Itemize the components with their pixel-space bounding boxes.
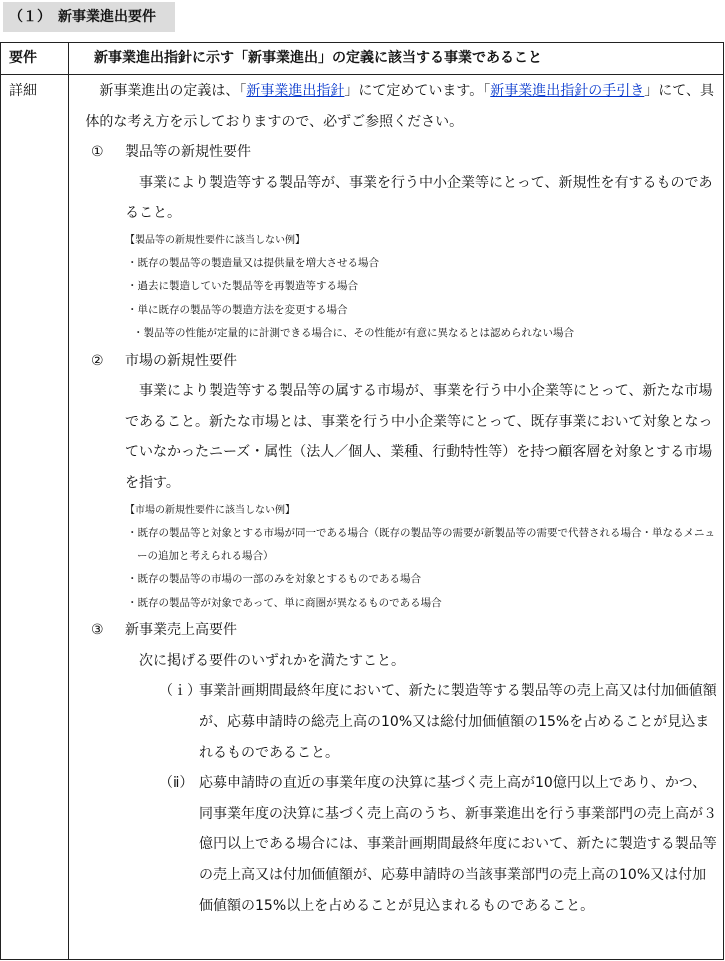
requirement-text: 新事業進出指針に示す「新事業進出」の定義に該当する事業であること (94, 50, 542, 66)
requirement-label: 要件 (9, 50, 37, 66)
section-title: （１） 新事業進出要件 (3, 2, 175, 32)
criterion-text: 応募申請時の直近の事業年度の決算に基づく売上高が10億円以上であり、かつ、同事業年度の決算に基づく売上高のうち、新事業進出を行う事業部門の売上高が３億円以上である場合には、事業計画期間最終年度において、新たに製造する製品等の売上高又は付加価値額が、応募申請時の当該事業部門の売上高の10%又は付加価値額の15%以上を占めることが見込まれるものであること。 (199, 775, 717, 914)
criterion-number: （ⅱ） (159, 775, 194, 792)
column-divider (68, 43, 69, 959)
item-number: ① (91, 144, 104, 161)
criterion-1 (159, 676, 717, 768)
intro-text-3: 」にて、具体的な考え方を示しておりますので、必ずご参照ください。 (85, 83, 715, 130)
guideline-link[interactable]: 新事業進出指針 (246, 83, 345, 99)
examples-heading: 【製品等の新規性要件に該当しない例】 (125, 234, 305, 246)
item-title: 製品等の新規性要件 (125, 144, 251, 161)
detail-label: 詳細 (9, 83, 37, 99)
intro-paragraph (77, 76, 717, 137)
item-number: ② (91, 352, 104, 369)
example-line: ・既存の製品等と対象とする市場が同一である場合（既存の製品等の需要が新製品等の需要で代替される場合・単なるメニューの追加と考えられる場合） (127, 526, 715, 562)
row-divider (1, 74, 723, 75)
example-line: ・既存の製品等の市場の一部のみを対象とするものである場合 (127, 573, 421, 586)
example-line: ・単に既存の製品等の製造方法を変更する場合 (127, 303, 348, 316)
example-line: ・既存の製品等が対象であって、単に商圏が異なるものである場合 (127, 596, 442, 609)
item-market-novelty (91, 346, 717, 377)
item-body (125, 168, 717, 229)
example-line: ・既存の製品等の製造量又は提供量を増大させる場合 (127, 256, 379, 269)
criteria-lead: 次に掲げる要件のいずれかを満たすこと。 (139, 652, 405, 669)
item-title: 新事業売上高要件 (125, 622, 237, 639)
item-product-novelty (91, 137, 717, 168)
intro-text-1: 新事業進出の定義は、「 (99, 83, 247, 99)
requirements-table (0, 42, 724, 960)
item-title: 市場の新規性要件 (125, 352, 237, 369)
item-description: 事業により製造等する製品等が、事業を行う中小企業等にとって、新規性を有するものであること。 (125, 174, 713, 222)
item-new-business-sales (91, 615, 717, 646)
intro-text-2: 」にて定めています。「 (344, 83, 491, 99)
guideline-handbook-link[interactable]: 新事業進出指針の手引き (490, 83, 645, 99)
detail-content (77, 76, 717, 921)
example-line: ・製品等の性能が定量的に計測できる場合に、その性能が有意に異なるとは認められない場合 (133, 327, 574, 340)
example-line: ・過去に製造していた製品等を再製造等する場合 (127, 280, 358, 293)
examples-heading: 【市場の新規性要件に該当しない例】 (125, 504, 295, 516)
criterion-number: （ｉ） (159, 683, 201, 700)
criterion-text: 事業計画期間最終年度において、新たに製造等する製品等の売上高又は付加価値額が、応募申請時の総売上高の10%又は総付加価値額の15%を占めることが見込まれるものであること。 (199, 683, 717, 761)
item-description: 事業により製造等する製品等の属する市場が、事業を行う中小企業等にとって、新たな市場であること。新たな市場とは、事業を行う中小企業等にとって、既存事業において対象となっていなかったニーズ・属性（法人／個人、業種、行動特性等）を持つ顧客層を対象とする市場を指す。 (125, 383, 713, 491)
item-number: ③ (91, 622, 104, 639)
item-body (125, 376, 717, 498)
criterion-2 (159, 768, 717, 921)
